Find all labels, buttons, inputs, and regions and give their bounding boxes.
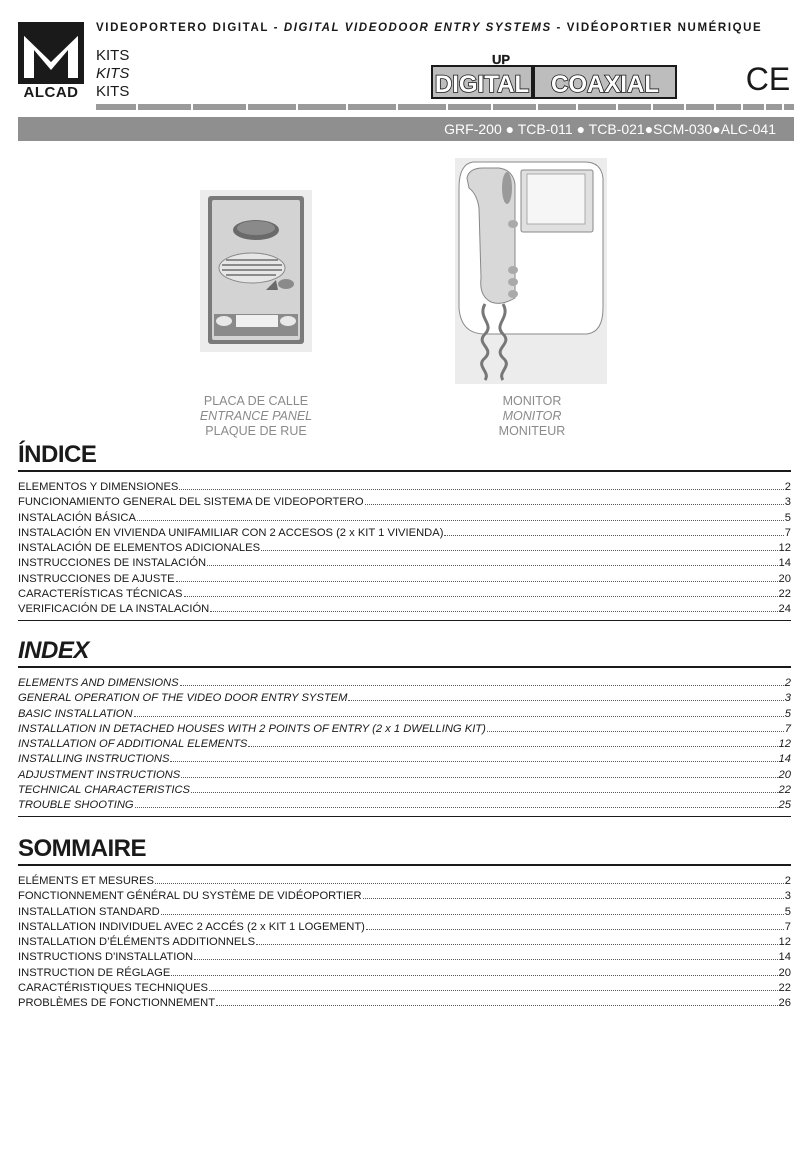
toc-entry-label: INSTRUCTION DE RÉGLAGE xyxy=(18,966,171,979)
toc-entry-label: TECHNICAL CHARACTERISTICS xyxy=(18,784,190,797)
entrance-panel-caption xyxy=(176,394,336,439)
tagline-es: VIDEOPORTERO DIGITAL - xyxy=(96,22,280,34)
toc-entry-label: INSTRUCCIONES DE AJUSTE xyxy=(18,572,175,585)
toc-dot-leader xyxy=(134,716,784,717)
toc-entry-page: 12 xyxy=(778,738,791,751)
toc-entry[interactable] xyxy=(18,556,791,571)
toc-entry-label: FUNCIONAMIENTO GENERAL DEL SISTEMA DE VIDEOPORTERO xyxy=(18,496,364,509)
toc-entry-label: INSTALLATION IN DETACHED HOUSES WITH 2 POINTS OF ENTRY (2 x 1 DWELLING KIT) xyxy=(18,722,486,735)
toc-entry-label: INSTALLATION INDIVIDUEL AVEC 2 ACCÉS (2 x KIT 1 LOGEMENT) xyxy=(18,920,365,933)
toc-entry[interactable] xyxy=(18,950,791,965)
toc-entry[interactable] xyxy=(18,874,791,889)
toc-entry[interactable] xyxy=(18,602,791,617)
model-list-bar: GRF-200 ● TCB-011 ● TCB-021●SCM-030●ALC-041 xyxy=(18,117,794,141)
toc-entry-label: INSTRUCTIONS D'INSTALLATION xyxy=(18,951,194,964)
toc-entry[interactable] xyxy=(18,722,791,737)
toc-dot-leader xyxy=(210,611,777,612)
toc-entry-page: 12 xyxy=(778,542,791,555)
toc-english xyxy=(18,636,791,817)
toc-entry-label: ADJUSTMENT INSTRUCTIONS xyxy=(18,768,181,781)
panel-caption-fr: PLAQUE DE RUE xyxy=(205,424,307,438)
toc-entry-label: INSTALLING INSTRUCTIONS xyxy=(18,753,170,766)
toc-entry-label: ELÉMENTS ET MESURES xyxy=(18,875,154,887)
toc-entry[interactable] xyxy=(18,495,791,510)
toc-dot-leader xyxy=(487,731,784,732)
toc-entry[interactable] xyxy=(18,572,791,587)
toc-dot-leader xyxy=(209,990,778,991)
toc-entry-page: 20 xyxy=(778,768,791,781)
toc-entry-page: 22 xyxy=(778,784,791,797)
toc-entry-label: INSTRUCCIONES DE INSTALACIÓN xyxy=(18,557,207,570)
toc-entry-page: 5 xyxy=(784,707,791,720)
toc-entry-page: 25 xyxy=(778,799,791,812)
logo-coaxial-text: COAXIAL xyxy=(551,71,659,98)
monitor-illustration xyxy=(455,158,607,384)
toc-entry-label: CARACTÉRISTIQUES TECHNIQUES xyxy=(18,982,209,995)
panel-caption-en: ENTRANCE PANEL xyxy=(199,409,313,423)
toc-entry[interactable] xyxy=(18,798,791,813)
toc-list xyxy=(18,676,791,814)
toc-entry[interactable] xyxy=(18,783,791,798)
toc-entry[interactable] xyxy=(18,996,791,1011)
product-tagline xyxy=(96,22,796,34)
toc-entry-page: 3 xyxy=(784,692,791,705)
toc-entry-page: 24 xyxy=(778,603,791,616)
toc-dot-leader xyxy=(366,929,784,930)
toc-entry-label: INSTALLATION OF ADDITIONAL ELEMENTS xyxy=(18,738,248,751)
toc-entry[interactable] xyxy=(18,889,791,904)
toc-entry-page: 2 xyxy=(784,677,791,689)
section-divider xyxy=(18,620,791,621)
alcad-logo-word: ALCAD xyxy=(23,84,79,101)
toc-entry[interactable] xyxy=(18,920,791,935)
section-divider xyxy=(18,816,791,817)
toc-entry-page: 7 xyxy=(784,722,791,735)
digital-coaxial-logo xyxy=(430,52,680,100)
toc-dot-leader xyxy=(135,807,778,808)
toc-dot-leader xyxy=(216,1005,778,1006)
toc-dot-leader xyxy=(261,550,778,551)
toc-entry-label: ELEMENTOS Y DIMENSIONES xyxy=(18,481,179,493)
toc-entry[interactable] xyxy=(18,768,791,783)
toc-entry-page: 5 xyxy=(784,511,791,524)
toc-entry-page: 7 xyxy=(784,526,791,539)
toc-entry[interactable] xyxy=(18,935,791,950)
toc-entry-page: 12 xyxy=(778,936,791,949)
toc-entry-page: 14 xyxy=(778,557,791,570)
panel-caption-es: PLACA DE CALLE xyxy=(203,394,309,408)
decorative-stripes xyxy=(96,104,794,110)
toc-entry-page: 22 xyxy=(778,982,791,995)
toc-entry-page: 3 xyxy=(784,890,791,903)
toc-entry[interactable] xyxy=(18,737,791,752)
logo-digital-text: DIGITAL xyxy=(434,71,530,98)
toc-entry-page: 3 xyxy=(784,496,791,509)
toc-entry[interactable] xyxy=(18,707,791,722)
toc-dot-leader xyxy=(170,761,777,762)
toc-entry[interactable] xyxy=(18,587,791,602)
toc-heading: SOMMAIRE xyxy=(18,834,791,866)
logo-up-text: UP xyxy=(492,52,511,67)
toc-entry-label: PROBLÈMES DE FONCTIONNEMENT xyxy=(18,997,216,1010)
monitor-caption xyxy=(452,394,612,439)
toc-entry-label: INSTALACIÓN BÁSICA xyxy=(18,511,136,524)
toc-dot-leader xyxy=(191,792,778,793)
toc-entry[interactable] xyxy=(18,526,791,541)
toc-entry-label: VERIFICACIÓN DE LA INSTALACIÓN xyxy=(18,603,210,616)
toc-entry-label: INSTALACIÓN DE ELEMENTOS ADICIONALES xyxy=(18,542,261,555)
ce-mark xyxy=(745,60,791,96)
toc-dot-leader xyxy=(194,959,777,960)
toc-entry-label: INSTALLATION STANDARD xyxy=(18,905,160,918)
entrance-panel-illustration xyxy=(200,190,312,352)
kits-label-es: KITS xyxy=(96,47,130,64)
monitor-caption-en: MONITOR xyxy=(502,409,562,423)
toc-dot-leader xyxy=(207,565,777,566)
kits-label-fr: KITS xyxy=(96,83,130,100)
toc-entry-label: INSTALLATION D’ÉLÉMENTS ADDITIONNELS xyxy=(18,936,256,949)
toc-entry-label: GENERAL OPERATION OF THE VIDEO DOOR ENTRY SYSTEM xyxy=(18,692,348,705)
ce-mark-text: CE xyxy=(745,61,791,96)
toc-french xyxy=(18,834,791,1012)
toc-entry-label: INSTALACIÓN EN VIVIENDA UNIFAMILIAR CON 2 ACCESOS (2 x KIT 1 VIVIENDA) xyxy=(18,526,444,539)
toc-entry[interactable] xyxy=(18,981,791,996)
toc-dot-leader xyxy=(256,944,777,945)
toc-dot-leader xyxy=(444,535,783,536)
toc-heading: ÍNDICE xyxy=(18,440,791,472)
toc-entry-label: TROUBLE SHOOTING xyxy=(18,799,134,812)
toc-entry[interactable] xyxy=(18,541,791,556)
toc-dot-leader xyxy=(181,777,777,778)
toc-entry[interactable] xyxy=(18,676,791,691)
monitor-caption-es: MONITOR xyxy=(502,394,562,408)
toc-entry[interactable] xyxy=(18,752,791,767)
toc-dot-leader xyxy=(137,520,784,521)
toc-entry-page: 20 xyxy=(778,572,791,585)
tagline-fr: - VIDÉOPORTIER NUMÉRIQUE xyxy=(556,22,763,34)
kits-label-en: KITS xyxy=(96,65,130,82)
toc-dot-leader xyxy=(184,596,778,597)
toc-entry-page: 22 xyxy=(778,588,791,601)
toc-entry-label: CARACTERÍSTICAS TÉCNICAS xyxy=(18,588,183,601)
toc-entry-page: 5 xyxy=(784,905,791,918)
toc-dot-leader xyxy=(348,700,783,701)
toc-entry[interactable] xyxy=(18,480,791,495)
toc-dot-leader xyxy=(180,685,784,686)
toc-dot-leader xyxy=(179,489,783,490)
toc-entry[interactable] xyxy=(18,691,791,706)
toc-entry[interactable] xyxy=(18,966,791,981)
toc-entry-page: 26 xyxy=(778,997,791,1010)
toc-entry-page: 2 xyxy=(784,875,791,887)
toc-dot-leader xyxy=(365,504,784,505)
toc-list xyxy=(18,480,791,618)
toc-entry[interactable] xyxy=(18,511,791,526)
toc-entry-page: 14 xyxy=(778,753,791,766)
toc-dot-leader xyxy=(171,975,777,976)
toc-dot-leader xyxy=(248,746,777,747)
toc-entry-page: 14 xyxy=(778,951,791,964)
toc-entry-page: 2 xyxy=(784,481,791,493)
tagline-en: DIGITAL VIDEODOOR ENTRY SYSTEMS xyxy=(283,22,552,34)
toc-dot-leader xyxy=(155,883,784,884)
toc-entry-page: 7 xyxy=(784,920,791,933)
toc-heading: INDEX xyxy=(18,636,791,668)
toc-spanish xyxy=(18,440,791,621)
toc-dot-leader xyxy=(176,581,778,582)
toc-entry-label: FONCTIONNEMENT GÉNÉRAL DU SYSTÈME DE VIDÉOPORTIER xyxy=(18,890,362,903)
toc-dot-leader xyxy=(161,914,784,915)
toc-entry[interactable] xyxy=(18,905,791,920)
toc-dot-leader xyxy=(363,898,784,899)
monitor-caption-fr: MONITEUR xyxy=(498,424,566,438)
toc-entry-label: BASIC INSTALLATION xyxy=(18,707,133,720)
toc-entry-page: 20 xyxy=(778,966,791,979)
toc-list xyxy=(18,874,791,1012)
toc-entry-label: ELEMENTS AND DIMENSIONS xyxy=(18,677,179,689)
